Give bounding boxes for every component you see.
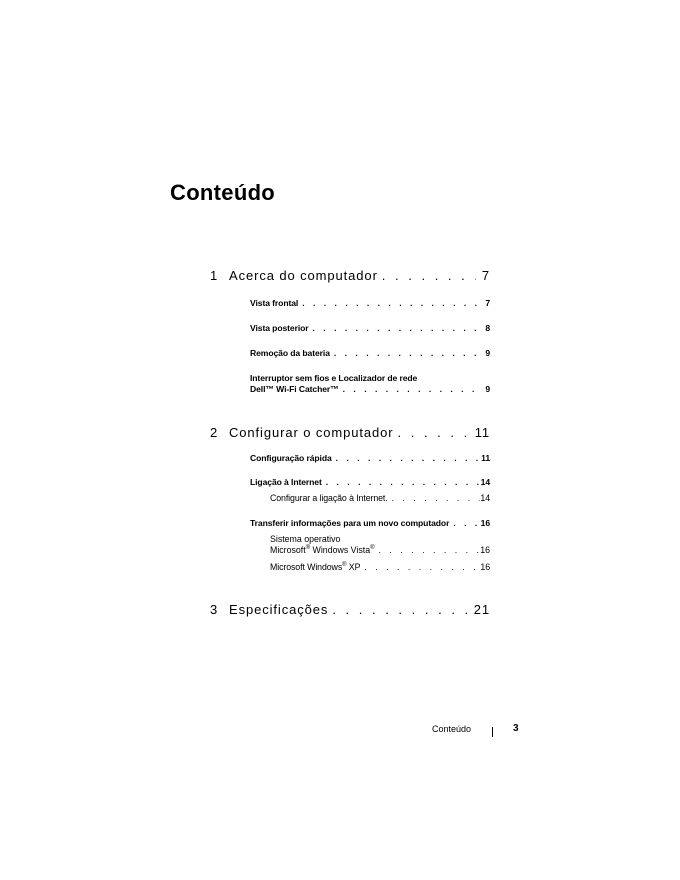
entry-title-line2: Microsoft® Windows Vista® xyxy=(270,545,375,555)
toc-entry-vista-posterior[interactable] xyxy=(250,323,490,333)
page-title: Conteúdo xyxy=(170,180,276,205)
page-number: 14 xyxy=(480,493,490,503)
entry-title: Remoção da bateria xyxy=(250,348,330,358)
entry-title-line2: Dell™ Wi-Fi Catcher™ xyxy=(250,384,339,394)
toc-chapter-1[interactable] xyxy=(210,268,490,283)
entry-title: Configurar a ligação à Internet. xyxy=(270,493,388,503)
dot-leader xyxy=(330,348,480,358)
toc-entry-remocao-bateria[interactable] xyxy=(250,348,490,358)
dot-leader xyxy=(322,477,480,487)
entry-title: Microsoft Windows® XP xyxy=(270,562,361,572)
page-number: 7 xyxy=(481,268,490,283)
toc-subentry-windows-xp[interactable] xyxy=(270,562,490,572)
entry-title-line1: Sistema operativo xyxy=(270,534,341,544)
page-number: 16 xyxy=(480,545,490,555)
chapter-title: Configurar o computador xyxy=(229,425,394,440)
page-number: 11 xyxy=(474,425,490,440)
footer-page-number: 3 xyxy=(513,723,519,734)
chapter-title: Acerca do computador xyxy=(229,268,378,283)
chapter-number: 1 xyxy=(210,268,219,283)
toc-entry-configuracao-rapida[interactable] xyxy=(250,453,490,463)
dot-leader xyxy=(388,493,480,503)
dot-leader xyxy=(375,545,480,555)
entry-title: Vista frontal xyxy=(250,298,299,308)
dot-leader xyxy=(309,323,480,333)
page-number: 11 xyxy=(481,453,490,463)
dot-leader xyxy=(298,298,480,308)
page-number: 9 xyxy=(485,384,490,394)
dot-leader xyxy=(328,602,473,617)
dot-leader xyxy=(378,268,476,283)
dot-leader xyxy=(394,425,475,440)
page-number: 9 xyxy=(485,348,490,358)
entry-title: Transferir informações para um novo computador xyxy=(250,518,450,528)
page-number: 8 xyxy=(485,323,490,333)
toc-chapter-2[interactable] xyxy=(210,425,490,440)
page-number: 14 xyxy=(480,477,490,487)
toc-subentry-configurar-ligacao[interactable] xyxy=(270,493,490,503)
toc-entry-ligacao-internet[interactable] xyxy=(250,477,490,487)
dot-leader xyxy=(360,562,480,572)
footer-divider xyxy=(492,727,493,737)
chapter-number: 2 xyxy=(210,425,219,440)
chapter-title: Especificações xyxy=(229,602,329,617)
footer-title: Conteúdo xyxy=(432,724,472,734)
chapter-number: 3 xyxy=(210,602,219,617)
toc-subentry-windows-vista[interactable] xyxy=(270,534,490,555)
dot-leader xyxy=(332,453,480,463)
page-number: 16 xyxy=(480,562,490,572)
toc-entry-vista-frontal[interactable] xyxy=(250,298,490,308)
page-number: 7 xyxy=(485,298,490,308)
toc-entry-interruptor-sem-fios[interactable] xyxy=(250,373,490,394)
dot-leader xyxy=(339,384,480,394)
entry-title: Vista posterior xyxy=(250,323,309,333)
toc-chapter-3[interactable] xyxy=(210,602,490,617)
entry-title-line1: Interruptor sem fios e Localizador de rede xyxy=(250,373,418,383)
dot-leader xyxy=(449,518,480,528)
entry-title: Configuração rápida xyxy=(250,453,332,463)
page-number: 16 xyxy=(480,518,490,528)
toc-entry-transferir-informacoes[interactable] xyxy=(250,518,490,528)
page-number: 21 xyxy=(473,602,490,617)
entry-title: Ligação à Internet xyxy=(250,477,322,487)
